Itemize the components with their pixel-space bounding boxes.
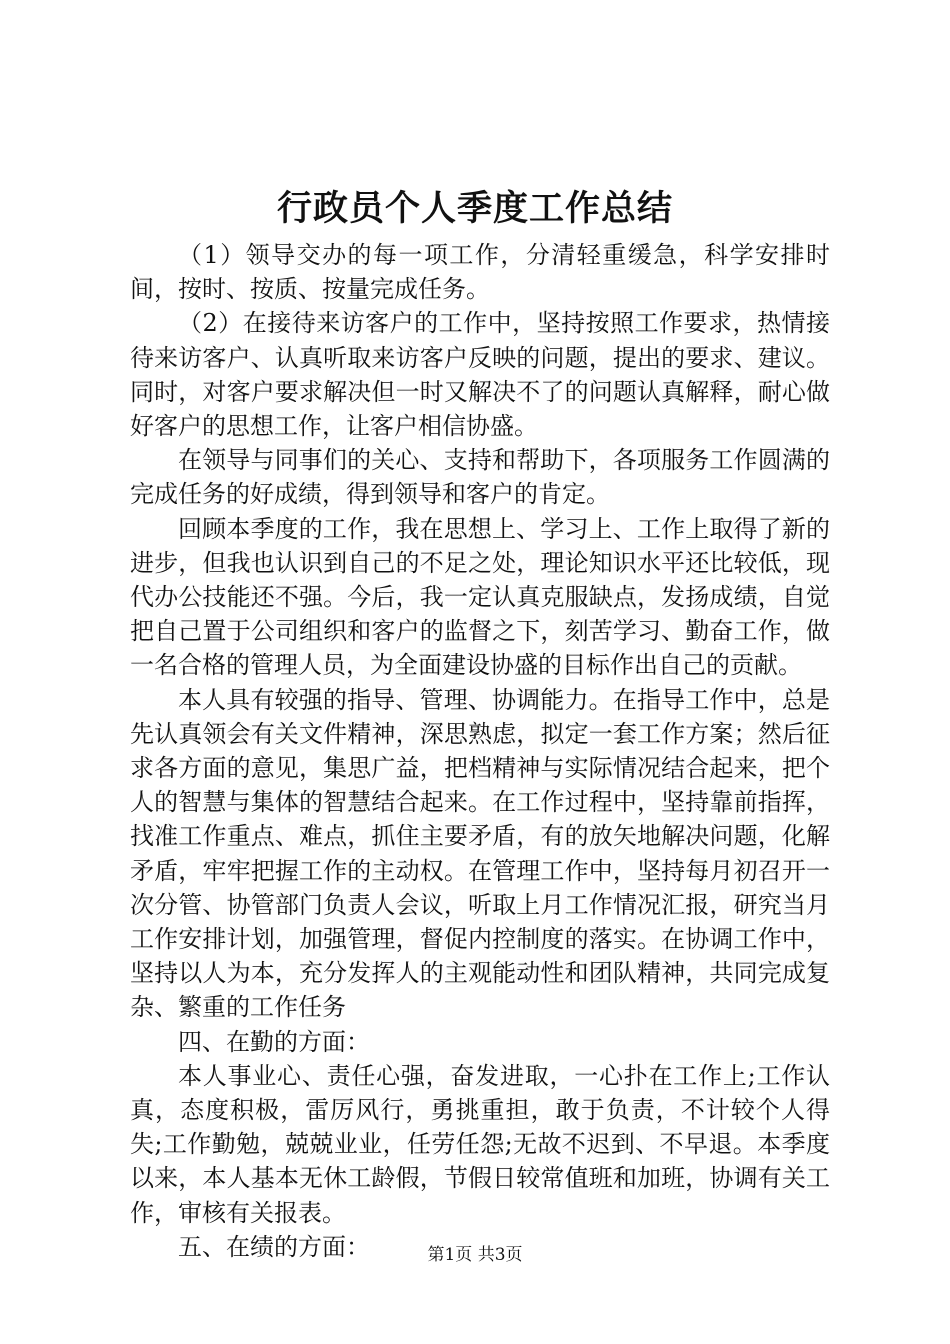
- paragraph-1: （1）领导交办的每一项工作，分清轻重缓急，科学安排时间，按时、按质、按量完成任务。: [130, 241, 830, 304]
- document-body: [130, 238, 830, 1264]
- document-title: 行政员个人季度工作总结: [276, 188, 673, 229]
- section-heading-performance: 五、在绩的方面：: [178, 1232, 370, 1261]
- paragraph-2: （2）在接待来访客户的工作中，坚持按照工作要求，热情接待来访客户、认真听取来访客户反映的问题，提出的要求、建议。同时，对客户要求解决但一时又解决不了的问题认真解释，耐心做好客户的思想工作，让客户相信协盛。: [130, 309, 830, 441]
- paragraph-3: 在领导与同事们的关心、支持和帮助下，各项服务工作圆满的完成任务的好成绩，得到领导和客户的肯定。: [130, 446, 830, 509]
- paragraph-5: 本人具有较强的指导、管理、协调能力。在指导工作中，总是先认真领会有关文件精神，深思熟虑，拟定一套工作方案；然后征求各方面的意见，集思广益，把档精神与实际情况结合起来，把个人的智慧与集体的智慧结合起来。在工作过程中，坚持靠前指挥，找准工作重点、难点，抓住主要矛盾，有的放矢地解决问题，化解矛盾，牢牢把握工作的主动权。在管理工作中，坚持每月初召开一次分管、协管部门负责人会议，听取上月工作情况汇报，研究当月工作安排计划，加强管理，督促内控制度的落实。在协调工作中，坚持以人为本，充分发挥人的主观能动性和团队精神，共同完成复杂、繁重的工作任务: [130, 685, 830, 1022]
- page-footer: 第1页 共3页: [427, 1245, 523, 1265]
- section-heading-diligence: 四、在勤的方面：: [178, 1027, 370, 1056]
- paragraph-6: 本人事业心、责任心强，奋发进取，一心扑在工作上;工作认真，态度积极，雷厉风行，勇挑重担，敢于负责，不计较个人得失;工作勤勉，兢兢业业，任劳任怨;无故不迟到、不早退。本季度以来，本人基本无休工龄假，节假日较常值班和加班，协调有关工作，审核有关报表。: [130, 1061, 830, 1227]
- paragraph-4: 回顾本季度的工作，我在思想上、学习上、工作上取得了新的进步，但我也认识到自己的不足之处，理论知识水平还比较低，现代办公技能还不强。今后，我一定认真克服缺点，发扬成绩，自觉把自己置于公司组织和客户的监督之下，刻苦学习、勤奋工作，做一名合格的管理人员，为全面建设协盛的目标作出自己的贡献。: [130, 514, 830, 680]
